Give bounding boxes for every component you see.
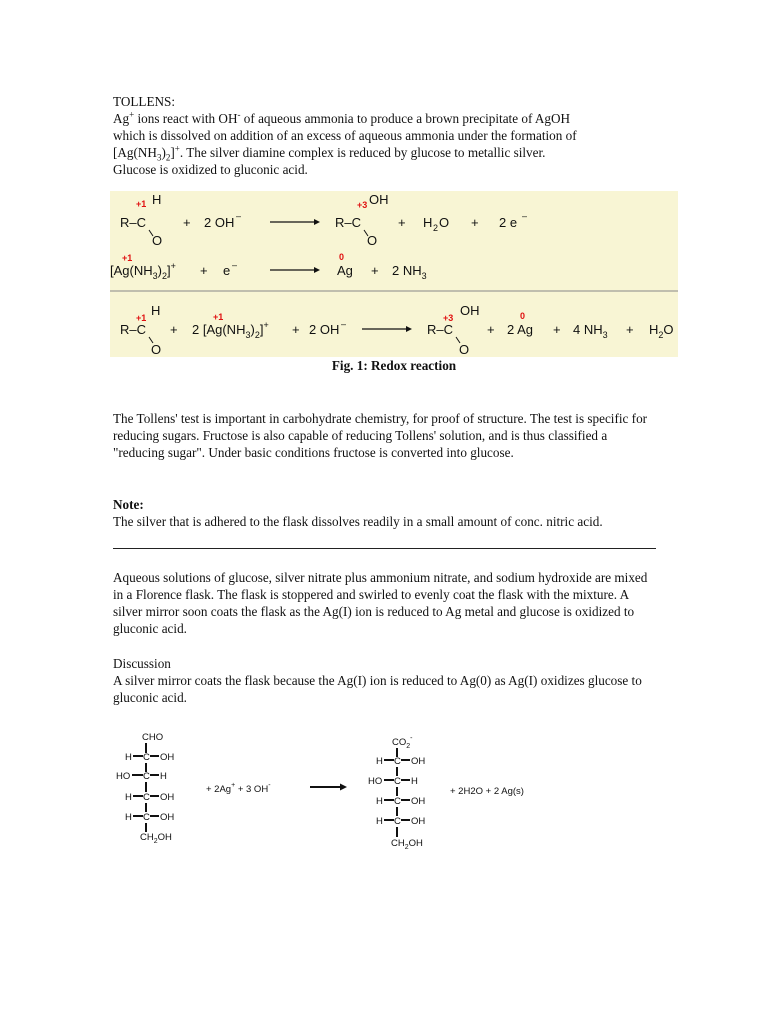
ammonia: 2 $NH_3$ — [392, 263, 427, 281]
water-product: $H_2O$ — [649, 322, 674, 340]
plus-sign: + — [200, 263, 208, 278]
plus-sign: + — [371, 263, 379, 278]
substituent: OH — [160, 752, 175, 763]
ox-state-label: +3 — [357, 200, 368, 210]
products: + 2H2O + 2 Ag(s) — [450, 786, 524, 797]
electrons: 2 e — [499, 215, 518, 230]
aldehyde-h: H — [151, 303, 161, 318]
hydroxide-charge: – — [341, 319, 347, 329]
gluconate-structure — [368, 735, 425, 851]
substituent: H — [125, 792, 132, 803]
discussion-heading: Discussion — [113, 656, 171, 671]
hydroxide-charge: – — [236, 211, 242, 221]
intro-line-3: $[Ag(NH_3)_2]^+$. The silver diamine complex is reduced by glucose to metallic silver. — [113, 143, 546, 163]
carbon: C — [143, 752, 150, 763]
ox-state-label: +3 — [443, 313, 454, 323]
plus-sign: + — [170, 322, 178, 337]
water-h: H — [423, 215, 433, 230]
reaction-arrow-head — [314, 267, 320, 273]
intro-paragraph — [113, 93, 658, 178]
substituent: OH — [411, 816, 426, 827]
substituent: OH — [160, 812, 175, 823]
silver-product: 2 Ag — [507, 322, 534, 337]
note-block — [113, 496, 658, 530]
intro-line-1: Ag+ ions react with OH- of aqueous ammonia to produce a brown precipitate of AgOH — [113, 109, 571, 126]
ox-state-label: +1 — [122, 253, 133, 263]
substituent: HO — [368, 776, 383, 787]
carbon: C — [143, 771, 150, 782]
ch2oh-group: $CH_2OH$ — [391, 838, 423, 851]
plus-sign: + — [471, 215, 479, 230]
ox-state-label: 0 — [520, 311, 526, 321]
plus-sign: + — [553, 322, 561, 337]
substituent: H — [376, 756, 383, 767]
acid-oh: OH — [369, 192, 389, 207]
acid-r: R–C — [335, 215, 362, 230]
substituent: H — [160, 771, 167, 782]
hydroxide: 2 OH — [309, 322, 340, 337]
substituent: OH — [411, 796, 426, 807]
tollens-test-paragraph: The Tollens' test is important in carbohydrate chemistry, for proof of structure. The test is specific for reducing sugars. Fructose is also capable of reducing Tollens' solution, and is thus classified a "reducing sugar". Under basic conditions fructose is converted into glucose. — [113, 411, 648, 460]
aldehyde-h: H — [152, 192, 162, 207]
glucose-oxidation-figure — [100, 725, 560, 855]
carbon: C — [143, 812, 150, 823]
ammonia-product: 4 $NH_3$ — [573, 322, 608, 340]
reaction-arrow-head — [314, 219, 320, 225]
aldehyde-r: R–C — [120, 215, 147, 230]
water-sub: 2 — [433, 223, 439, 233]
water-o: O — [439, 215, 450, 230]
redox-reaction-figure — [110, 191, 678, 357]
horizontal-rule — [113, 548, 656, 549]
plus-sign: + — [398, 215, 406, 230]
section-title: TOLLENS: — [113, 94, 176, 109]
reaction-arrow-head — [340, 784, 347, 791]
carbon: C — [394, 756, 401, 767]
aldehyde-o: O — [151, 342, 162, 357]
intro-line-2: which is dissolved on addition of an excess of aqueous ammonia under the formation of — [113, 128, 577, 143]
carbon: C — [394, 776, 401, 787]
substituent: HO — [116, 771, 131, 782]
glucose-structure — [116, 732, 174, 845]
plus-sign: + — [183, 215, 191, 230]
electron-charge: – — [522, 211, 528, 221]
carboxylate-group: $CO_2^-$ — [392, 735, 413, 750]
aldehyde-group: CHO — [142, 732, 164, 743]
reagents: + 2Ag+ + 3 OH- — [206, 782, 271, 795]
electron-charge: – — [232, 260, 238, 270]
reaction-arrow-head — [406, 326, 412, 332]
silver-metal: Ag — [337, 263, 353, 278]
substituent: H — [376, 816, 383, 827]
carbon: C — [394, 816, 401, 827]
hydroxide: 2 OH — [204, 215, 235, 230]
silver-complex: 2 $[Ag(NH_3)_2]^+$ — [192, 320, 269, 340]
substituent: H — [411, 776, 418, 787]
substituent: H — [376, 796, 383, 807]
acid-o: O — [367, 233, 378, 248]
note-heading: Note: — [113, 497, 144, 512]
aldehyde-o: O — [152, 233, 163, 248]
acid-oh: OH — [460, 303, 480, 318]
aldehyde-r: R–C — [120, 322, 147, 337]
preparation-paragraph: Aqueous solutions of glucose, silver nitrate plus ammonium nitrate, and sodium hydroxide are mixed in a Florence flask. The flask is stoppered and swirled to evenly coat the flask with the mixture. A silver mirror soon coats the flask as the Ag(I) ion is reduced to Ag metal and glucose is oxidized to gluconic acid. — [113, 570, 648, 636]
substituent: H — [125, 752, 132, 763]
ch2oh-group: $CH_2OH$ — [140, 832, 172, 845]
carbon: C — [143, 792, 150, 803]
ox-state-label: +1 — [213, 312, 224, 322]
substituent: H — [125, 812, 132, 823]
substituent: OH — [411, 756, 426, 767]
discussion-block — [113, 655, 658, 706]
figure-caption: Fig. 1: Redox reaction — [331, 358, 457, 373]
plus-sign: + — [626, 322, 634, 337]
silver-complex: $[Ag(NH_3)_2]^+$ — [110, 261, 176, 281]
note-text: The silver that is adhered to the flask dissolves readily in a small amount of conc. nitric acid. — [113, 514, 603, 529]
plus-sign: + — [487, 322, 495, 337]
ox-state-label: +1 — [136, 199, 147, 209]
plus-sign: + — [292, 322, 300, 337]
acid-r: R–C — [427, 322, 454, 337]
intro-line-4: Glucose is oxidized to gluconic acid. — [113, 162, 308, 177]
acid-o: O — [459, 342, 470, 357]
substituent: OH — [160, 792, 175, 803]
ox-state-label: +1 — [136, 313, 147, 323]
ox-state-label: 0 — [339, 252, 345, 262]
electron: e — [223, 263, 231, 278]
discussion-text: A silver mirror coats the flask because the Ag(I) ion is reduced to Ag(0) as Ag(I) oxidizes glucose to gluconic acid. — [113, 673, 642, 705]
carbon: C — [394, 796, 401, 807]
